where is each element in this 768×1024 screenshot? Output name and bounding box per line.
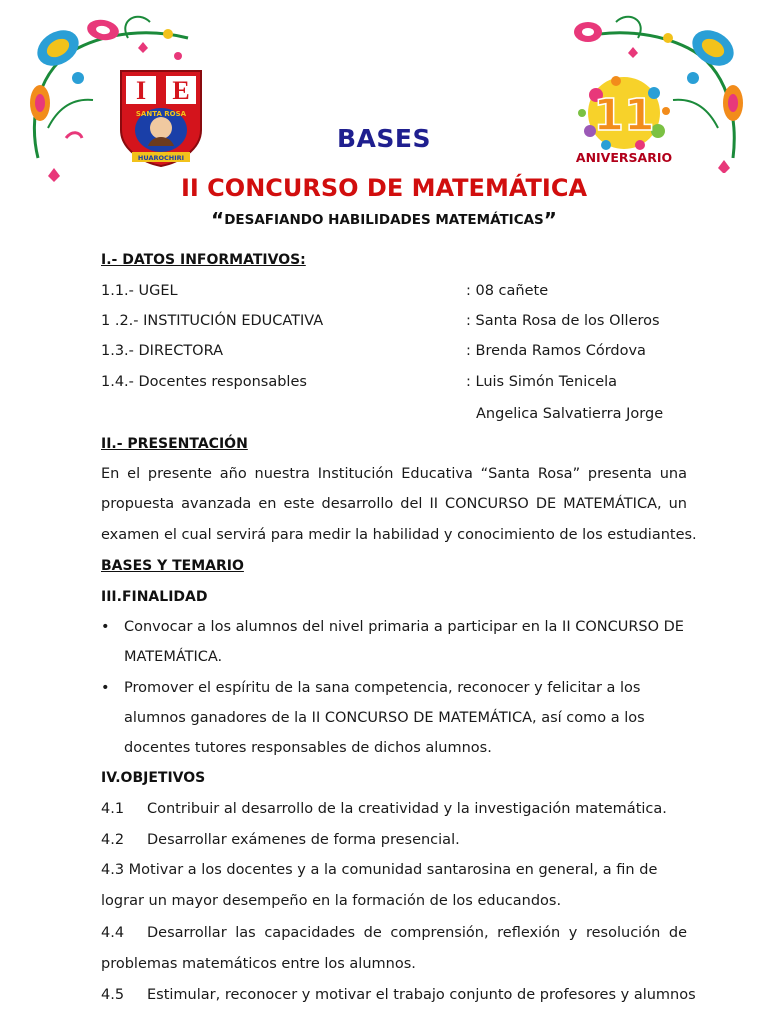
- datos-label: 1.1.- UGEL: [101, 283, 178, 299]
- datos-value: : Santa Rosa de los Olleros: [466, 313, 660, 329]
- subtitle-text: DESAFIANDO HABILIDADES MATEMÁTICAS: [224, 212, 544, 228]
- paragraph-line: examen el cual servirá para medir la habilidad y conocimiento de los estudiantes.: [101, 527, 697, 543]
- objective-number: 4.1: [101, 801, 125, 817]
- objective-text: Contribuir al desarrollo de la creatividad y la investigación matemática.: [147, 801, 667, 817]
- crest-ribbon-text: SANTA ROSA: [135, 110, 187, 118]
- datos-value: : Luis Simón Tenicela: [466, 374, 618, 390]
- section-presentacion-heading: II.- PRESENTACIÓN: [101, 436, 248, 452]
- bullet-text: alumnos ganadores de la II CONCURSO DE MATEMÁTICA, así como a los: [124, 710, 645, 726]
- datos-label: 1.4.- Docentes responsables: [101, 374, 307, 390]
- section-bases-temario-heading: BASES Y TEMARIO: [101, 558, 244, 574]
- crest-letter-e: E: [172, 76, 190, 105]
- document-title: II CONCURSO DE MATEMÁTICA: [180, 174, 588, 202]
- bullet-text: Convocar a los alumnos del nivel primaria a participar en la II CONCURSO DE: [124, 619, 684, 635]
- document-heading: BASES: [337, 124, 431, 153]
- paragraph-line: propuesta avanzada en este desarrollo del II CONCURSO DE MATEMÁTICA, un: [101, 496, 687, 512]
- datos-value: : 08 cañete: [466, 283, 549, 299]
- subtitle-open-quote: “: [211, 208, 225, 232]
- datos-label: 1 .2.- INSTITUCIÓN EDUCATIVA: [101, 313, 324, 329]
- objective-text: Estimular, reconocer y motivar el trabajo conjunto de profesores y alumnos: [147, 987, 696, 1003]
- document-subtitle: [0, 208, 768, 232]
- subtitle-close-quote: ”: [543, 208, 557, 232]
- anniversary-label: ANIVERSARIO: [575, 150, 673, 165]
- crest-banner-text: HUAROCHIRI: [137, 154, 185, 162]
- anniversary-number: 11: [593, 90, 655, 141]
- objective-number: 4.2: [101, 832, 125, 848]
- objective-text: problemas matemáticos entre los alumnos.: [101, 956, 416, 972]
- section-finalidad-heading: III.FINALIDAD: [101, 589, 208, 605]
- bullet-marker: •: [101, 680, 110, 696]
- datos-extra-value: Angelica Salvatierra Jorge: [476, 406, 664, 422]
- school-crest-logo: [118, 68, 204, 168]
- paragraph-line: En el presente año nuestra Institución Educativa “Santa Rosa” presenta una: [101, 466, 687, 482]
- objective-number: 4.5: [101, 987, 125, 1003]
- bullet-text: Promover el espíritu de la sana competencia, reconocer y felicitar a los: [124, 680, 641, 696]
- section-objetivos-heading: IV.OBJETIVOS: [101, 770, 206, 786]
- objective-text: Desarrollar las capacidades de comprensión, reflexión y resolución de: [147, 925, 687, 941]
- objective-text: 4.3 Motivar a los docentes y a la comunidad santarosina en general, a fin de: [101, 862, 658, 878]
- objective-number: 4.4: [101, 925, 125, 941]
- section-datos-heading: I.- DATOS INFORMATIVOS:: [101, 252, 306, 268]
- bullet-text: docentes tutores responsables de dichos alumnos.: [124, 740, 492, 756]
- crest-letter-i: I: [135, 76, 147, 105]
- bullet-text: MATEMÁTICA.: [124, 649, 223, 665]
- objective-text: Desarrollar exámenes de forma presencial.: [147, 832, 460, 848]
- datos-label: 1.3.- DIRECTORA: [101, 343, 223, 359]
- objective-text: lograr un mayor desempeño en la formación de los educandos.: [101, 893, 562, 909]
- datos-value: : Brenda Ramos Córdova: [466, 343, 646, 359]
- bullet-marker: •: [101, 619, 110, 635]
